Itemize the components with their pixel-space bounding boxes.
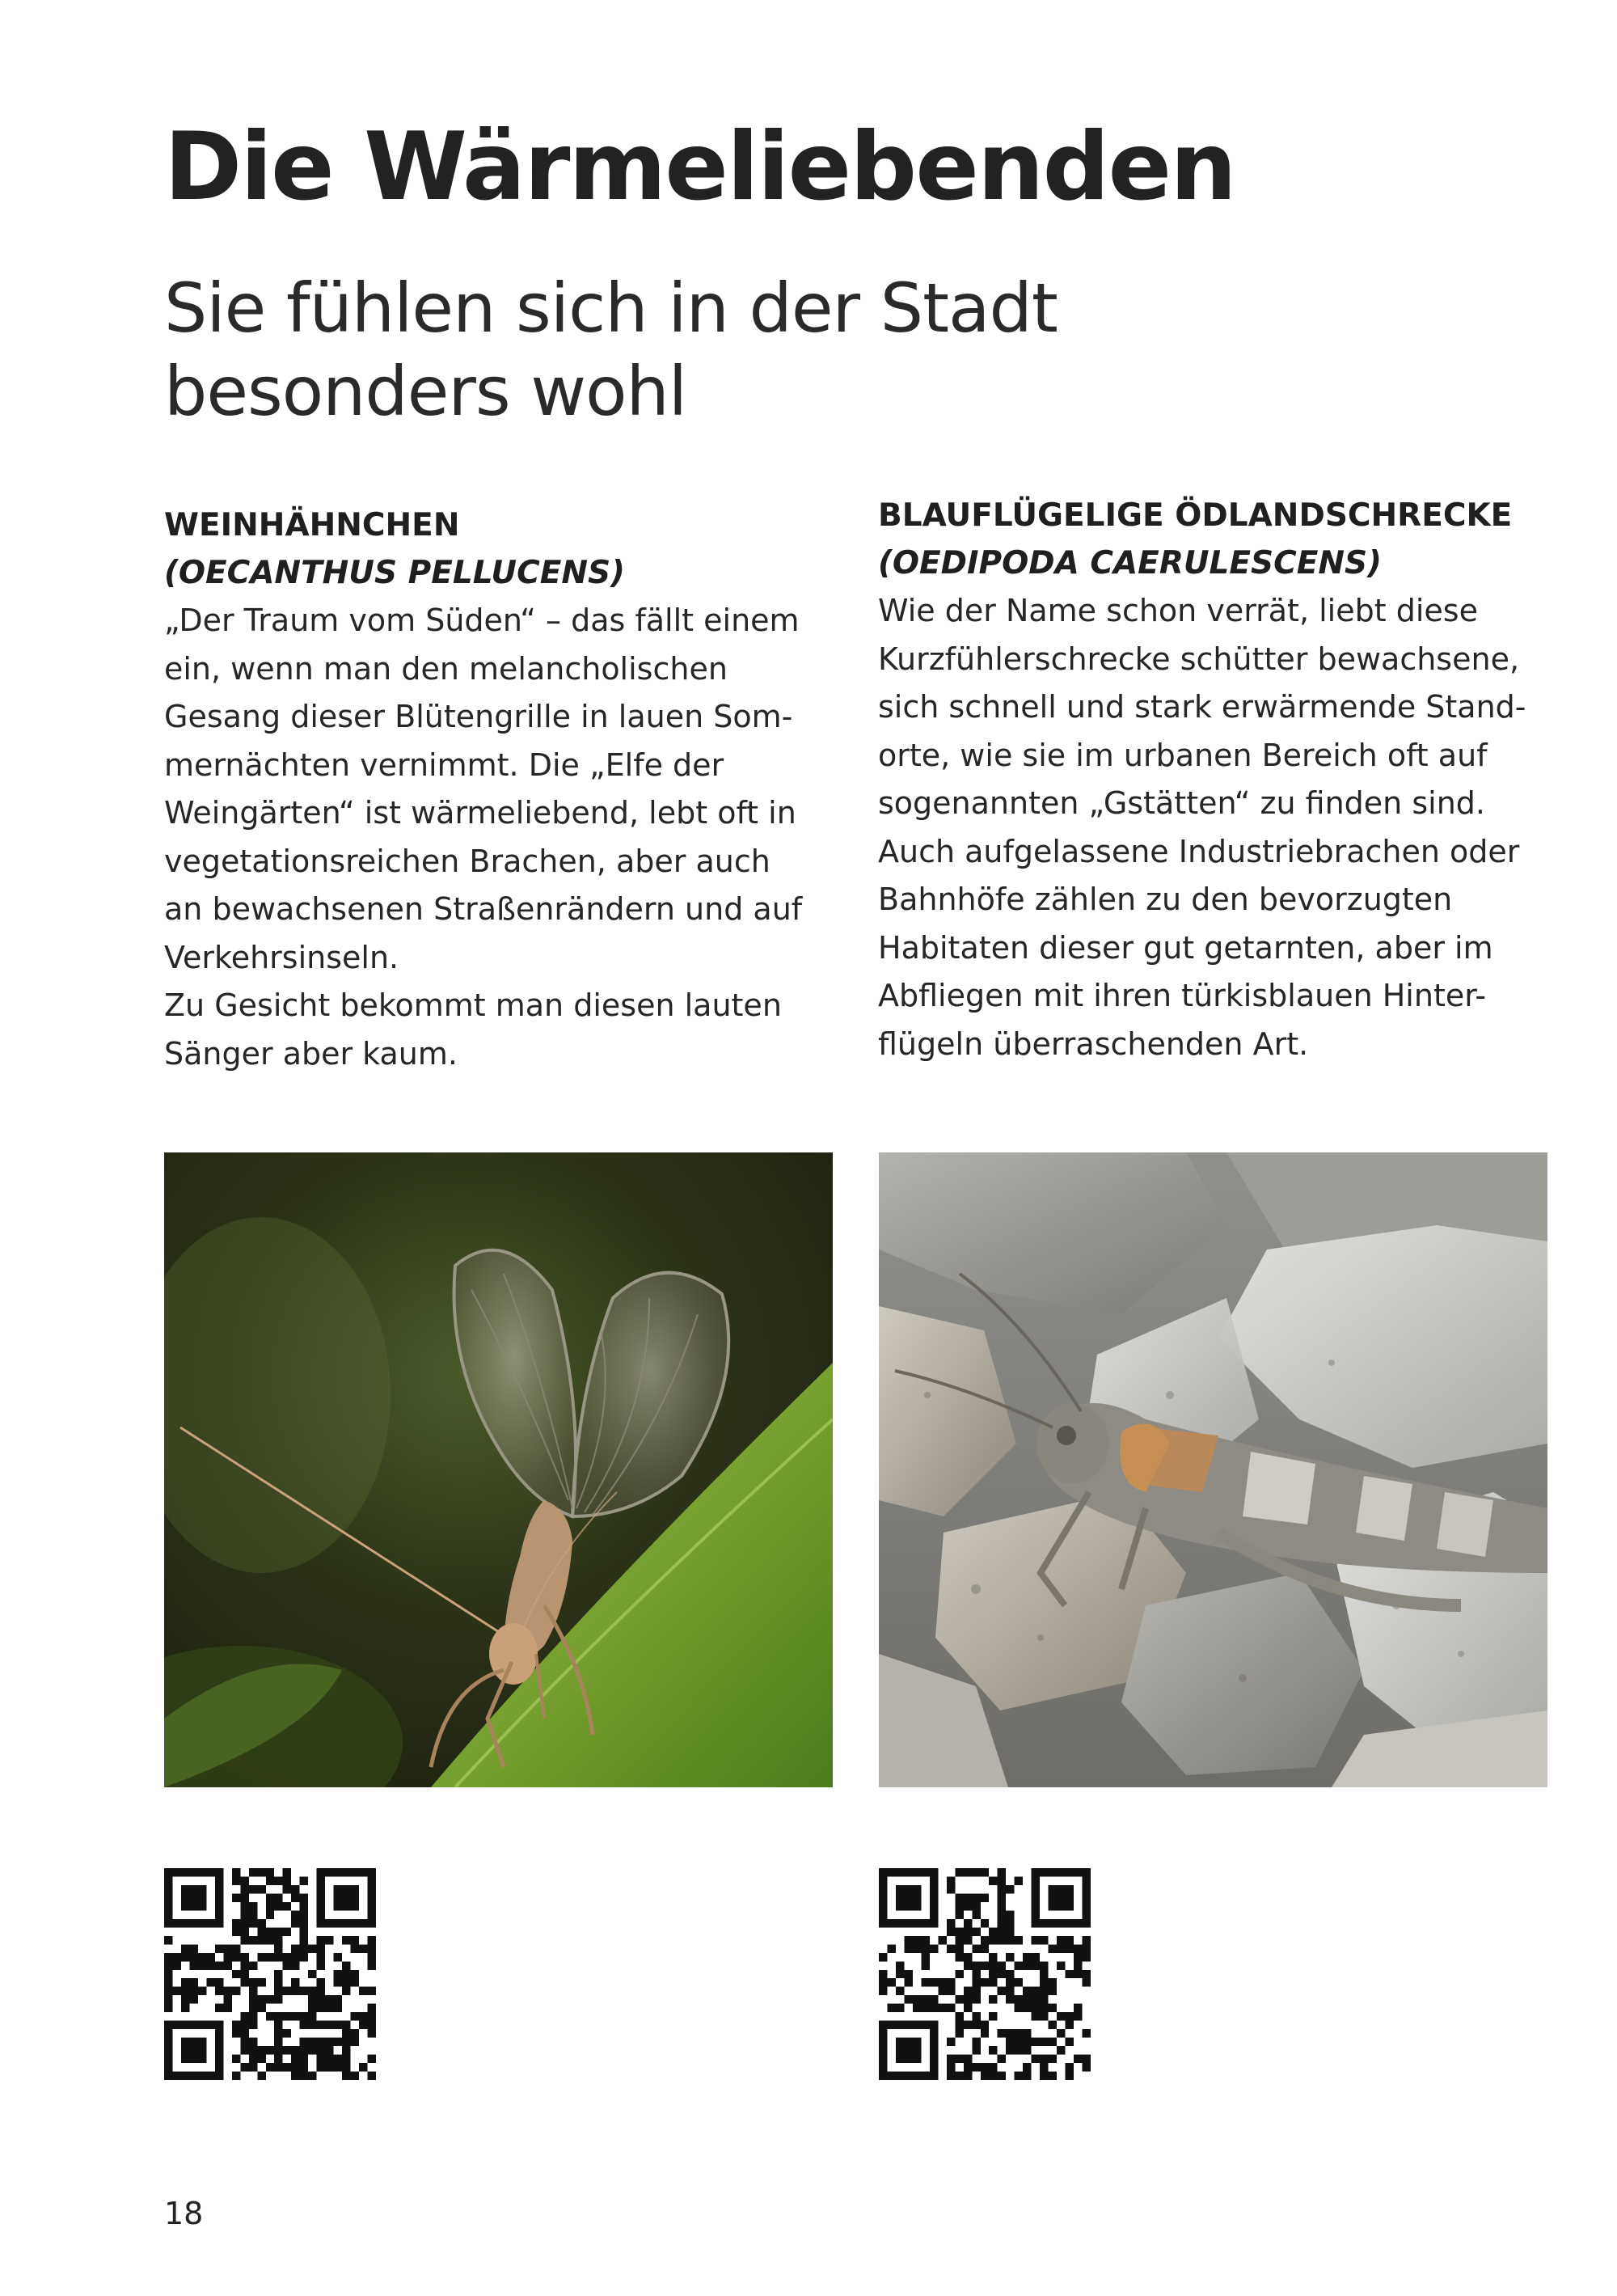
text-line: sogenannten „Gstätten“ zu finden sind. [878, 785, 1485, 821]
text-line: flügeln überraschenden Art. [878, 1025, 1309, 1062]
tree-cricket-photo [164, 1152, 833, 1787]
text-line: orte, wie sie im urbanen Bereich oft auf [878, 737, 1488, 773]
text-line: Gesang dieser Blütengrille in lauen Som- [164, 699, 793, 734]
qr-code-oedlandschrecke[interactable] [879, 1868, 1091, 2080]
text-line: vegetationsreichen Brachen, aber auch [164, 843, 771, 879]
qr-code-icon [879, 1868, 1091, 2080]
page-title: Die Wärmeliebenden [164, 112, 1235, 222]
text-line: Bahnhöfe zählen zu den bevorzugten [878, 882, 1453, 917]
species-section-weinhaehnchen [164, 501, 835, 1078]
page-number: 18 [164, 2196, 204, 2231]
subtitle-line: besonders wohl [164, 352, 687, 431]
text-line: Zu Gesicht bekommt man diesen lauten [164, 987, 782, 1023]
species-latin-name: (OEDIPODA CAERULESCENS) [878, 545, 1382, 581]
species-description [164, 597, 835, 1078]
species-name: BLAUFLÜGELIGE ÖDLANDSCHRECKE [878, 497, 1513, 534]
text-line: Auch aufgelassene Industriebrachen oder [878, 833, 1520, 869]
text-line: Sänger aber kaum. [164, 1035, 458, 1072]
text-line: ein, wenn man den melancholischen [164, 650, 728, 687]
text-line: Weingärten“ ist wärmeliebend, lebt oft in [164, 795, 796, 831]
text-line: mernächten vernimmt. Die „Elfe der [164, 746, 724, 783]
species-description [878, 587, 1549, 1068]
species-section-oedlandschrecke [878, 492, 1549, 1068]
page-subtitle [164, 267, 1215, 433]
text-line: an bewachsenen Straßenrändern und auf [164, 891, 803, 927]
species-latin-name: (OECANTHUS PELLUCENS) [164, 555, 625, 591]
text-line: Habitaten dieser gut getarnten, aber im [878, 929, 1493, 966]
text-line: Verkehrsinseln. [164, 939, 399, 975]
text-line: Abfliegen mit ihren türkisblauen Hinter- [878, 978, 1487, 1013]
qr-code-weinhaehnchen[interactable] [164, 1868, 376, 2080]
qr-code-icon [164, 1868, 376, 2080]
photo-grasshopper [879, 1152, 1547, 1787]
text-line: Wie der Name schon verrät, liebt diese [878, 593, 1478, 628]
photo-tree-cricket [164, 1152, 833, 1787]
species-name: WEINHÄHNCHEN [164, 507, 460, 543]
text-line: „Der Traum vom Süden“ – das fällt einem [164, 603, 800, 638]
text-line: Kurzfühlerschrecke schütter bewachsene, [878, 641, 1520, 677]
subtitle-line: Sie fühlen sich in der Stadt [164, 269, 1058, 348]
grasshopper-photo [879, 1152, 1547, 1787]
text-line: sich schnell und stark erwärmende Stand- [878, 689, 1526, 725]
